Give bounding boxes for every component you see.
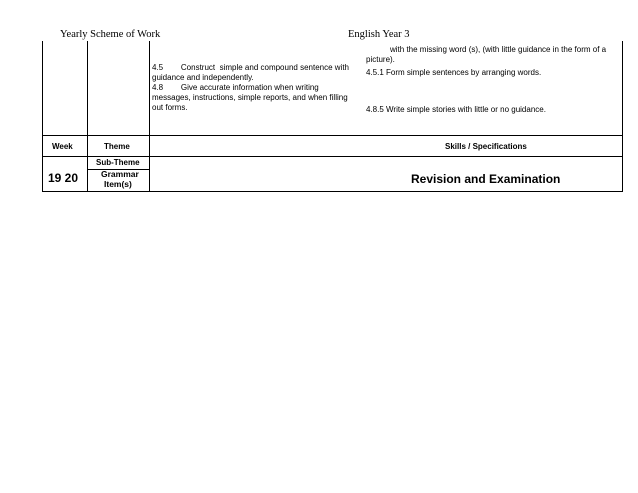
document-header-right: English Year 3: [348, 29, 410, 40]
standard-4-5-line1: 4.5 Construct simple and compound sentence with: [152, 63, 349, 72]
table-border-left: [42, 41, 43, 192]
table-border-right: [622, 41, 623, 192]
column-header-skills: Skills / Specifications: [445, 142, 527, 151]
standard-4-8-line1: 4.8 Give accurate information when writing: [152, 83, 319, 92]
learning-4-8-5: 4.8.5 Write simple stories with little or no guidance.: [366, 105, 546, 114]
document-header-left: Yearly Scheme of Work: [60, 29, 161, 40]
revision-heading: Revision and Examination: [411, 172, 561, 186]
learning-4-5-1: 4.5.1 Form simple sentences by arranging words.: [366, 68, 542, 77]
standard-4-8-line3: out forms.: [152, 103, 188, 112]
column-header-theme: Theme: [104, 142, 130, 151]
grammar-label-line2: Item(s): [104, 179, 132, 189]
week-number: 19 20: [48, 171, 79, 185]
row-divider-top: [42, 135, 623, 136]
table-border-bottom: [42, 191, 623, 192]
sub-theme-label: Sub-Theme: [96, 158, 140, 167]
learning-continuation-line1: with the missing word (s), (with little guidance in the form of a: [390, 45, 607, 54]
column-header-week: Week: [52, 142, 73, 151]
standard-4-5-line2: guidance and independently.: [152, 73, 254, 82]
standard-4-8-line2: messages, instructions, simple reports, and when filling: [152, 93, 348, 102]
grammar-label-line1: Grammar: [101, 169, 139, 179]
learning-continuation-line2: picture).: [366, 55, 395, 64]
